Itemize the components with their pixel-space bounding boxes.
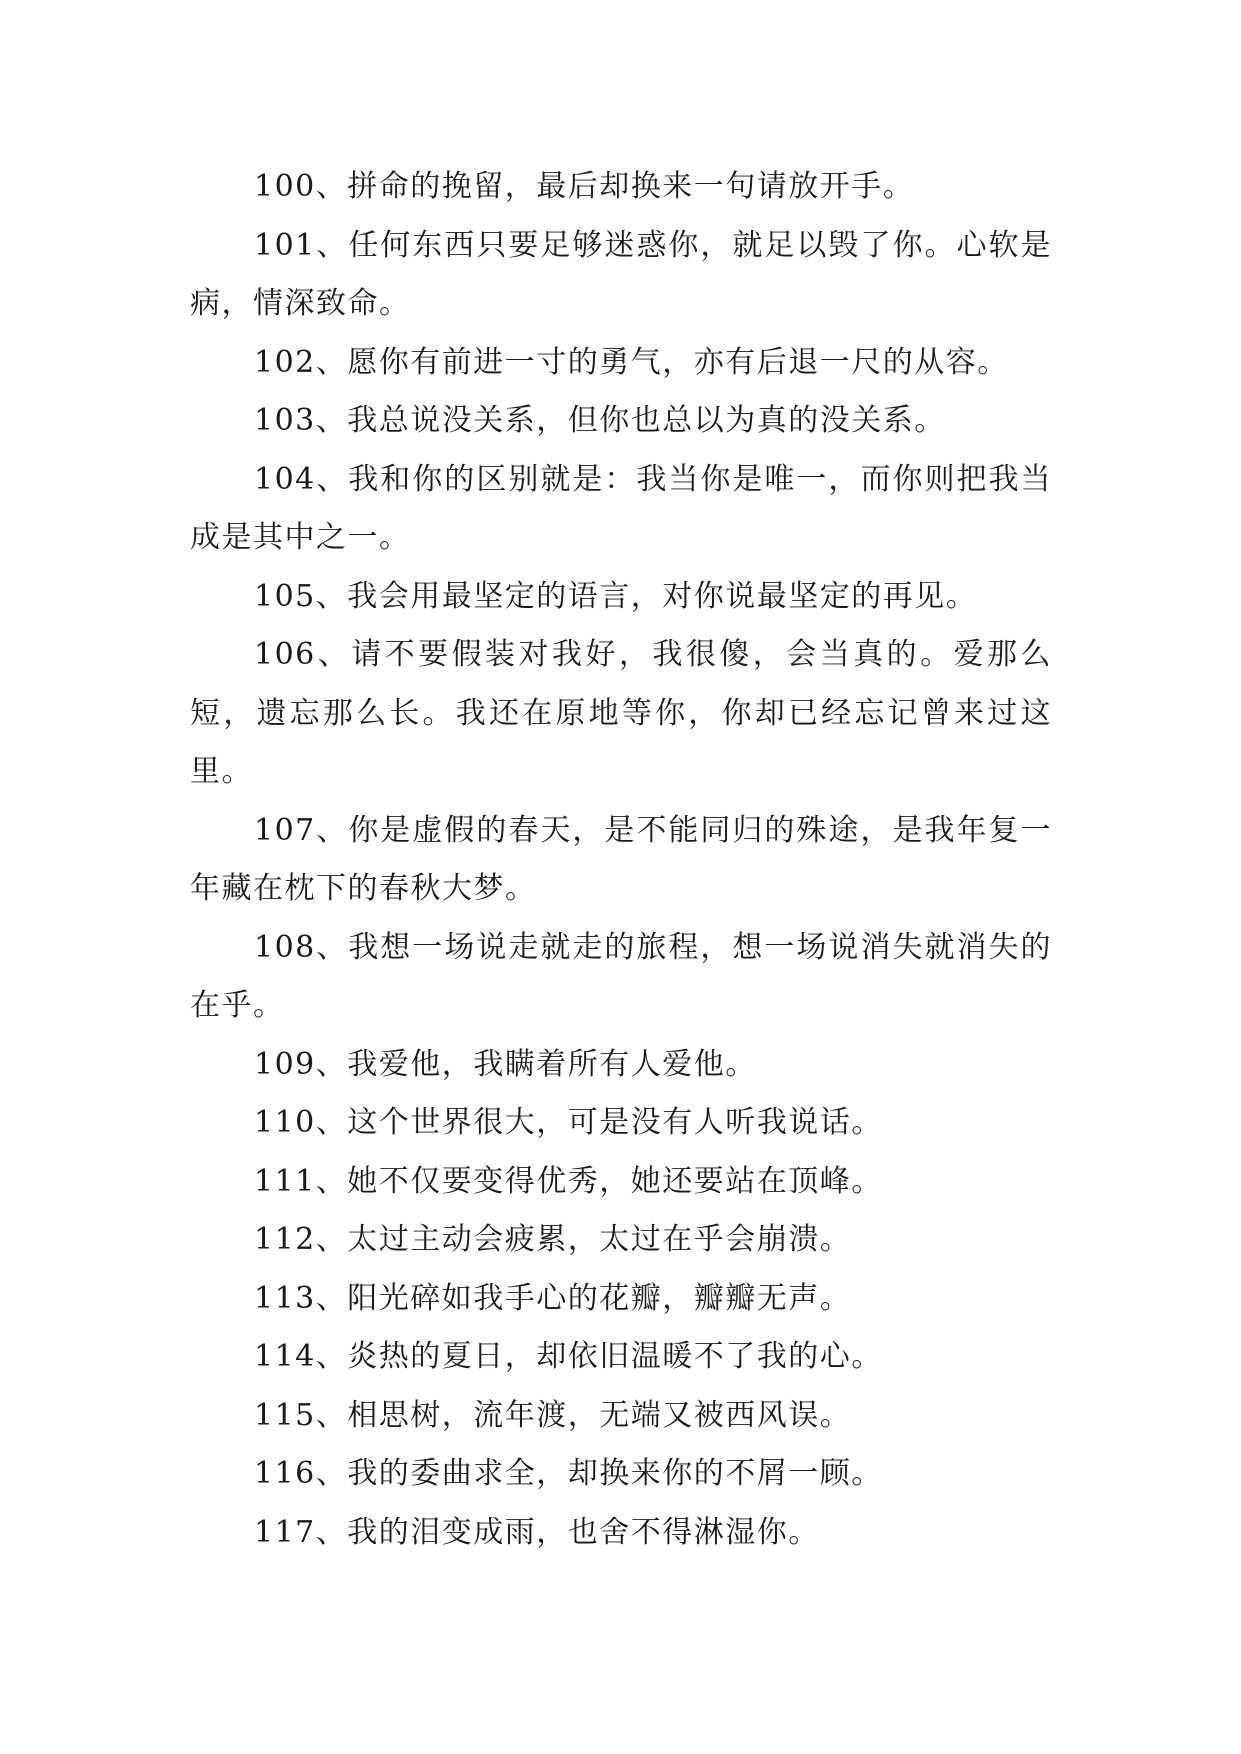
- paragraph-104: 104、我和你的区别就是：我当你是唯一，而你则把我当成是其中之一。: [190, 461, 1052, 555]
- paragraph-105: 105、我会用最坚定的语言，对你说最坚定的再见。: [254, 578, 978, 614]
- paragraph-109: 109、我爱他，我瞒着所有人爱他。: [254, 1046, 757, 1082]
- paragraph-115: 115、相思树，流年渡，无端又被西风误。: [254, 1397, 852, 1433]
- document-body: [190, 158, 1052, 1562]
- paragraph-106: 106、请不要假装对我好，我很傻，会当真的。爱那么短，遗忘那么长。我还在原地等你，你却已经忘记曾来过这里。: [190, 637, 1052, 789]
- paragraph-101: 101、任何东西只要足够迷惑你，就足以毁了你。心软是病，情深致命。: [190, 227, 1052, 321]
- paragraph-100: 100、拼命的挽留，最后却换来一句请放开手。: [254, 169, 915, 204]
- paragraph-108: 108、我想一场说走就走的旅程，想一场说消失就消失的在乎。: [190, 929, 1052, 1023]
- paragraph-102: 102、愿你有前进一寸的勇气，亦有后退一尺的从容。: [254, 344, 1009, 380]
- paragraph-107: 107、你是虚假的春天，是不能同归的殊途，是我年复一年藏在枕下的春秋大梦。: [190, 812, 1052, 906]
- paragraph-114: 114、炎热的夏日，却依旧温暖不了我的心。: [254, 1339, 883, 1374]
- paragraph-112: 112、太过主动会疲累，太过在乎会崩溃。: [254, 1222, 852, 1257]
- paragraph-116: 116、我的委曲求全，却换来你的不屑一顾。: [254, 1456, 883, 1491]
- paragraph-113: 113、阳光碎如我手心的花瓣，瓣瓣无声。: [254, 1280, 852, 1316]
- paragraph-117: 117、我的泪变成雨，也舍不得淋湿你。: [254, 1514, 820, 1550]
- paragraph-111: 111、她不仅要变得优秀，她还要站在顶峰。: [254, 1163, 883, 1199]
- paragraph-110: 110、这个世界很大，可是没有人听我说话。: [254, 1105, 883, 1140]
- paragraph-103: 103、我总说没关系，但你也总以为真的没关系。: [254, 403, 946, 438]
